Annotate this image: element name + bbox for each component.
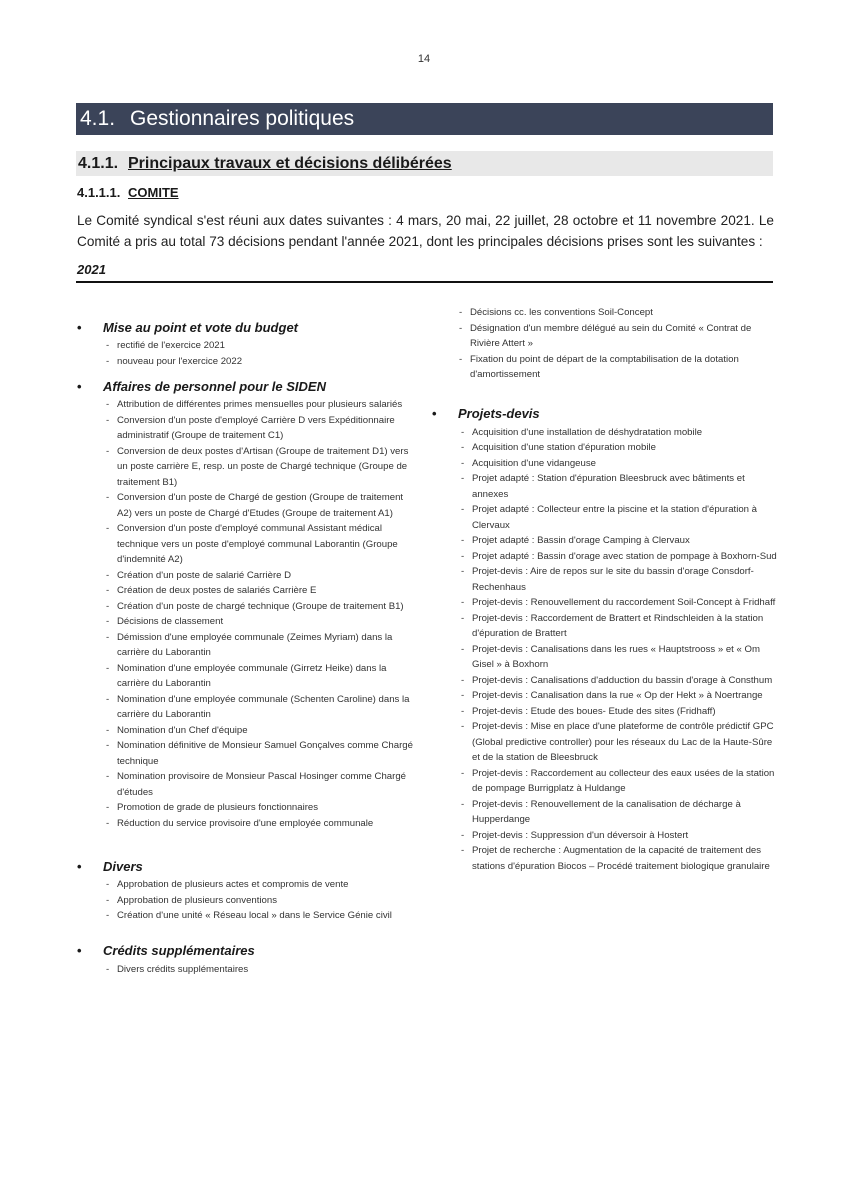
list-item (106, 614, 417, 630)
list-item-text: Conversion de deux postes d'Artisan (Groupe de traitement D1) vers un poste carrière E, resp. un poste de Chargé technique (Groupe de traitement B1) (117, 445, 409, 488)
list-item (106, 599, 417, 615)
list-item (461, 642, 777, 673)
dash-bullet: - (461, 550, 465, 562)
list-item-text: Décisions cc. les conventions Soil-Concept (470, 307, 653, 318)
list-item-text: Approbation de plusieurs conventions (117, 894, 278, 906)
heading-level-2 (76, 151, 773, 176)
list-item-text: Création d'une unité « Réseau local » dans le Service Génie civil (117, 910, 392, 921)
dash-bullet: - (106, 523, 110, 534)
dash-bullet: - (461, 504, 465, 515)
list-item (106, 444, 417, 491)
item-list (77, 962, 417, 978)
dash-bullet: - (106, 355, 110, 367)
dash-bullet: - (461, 612, 465, 624)
list-item-text: Projet de recherche : Augmentation de la capacité de traitement des stations d'épuration Biocos – Procédé traitement biologique granulaire (472, 845, 770, 872)
dash-bullet: - (106, 616, 110, 627)
list-item (461, 797, 777, 828)
list-item-text: Création d'un poste de salarié Carrière D (117, 569, 292, 581)
list-item-text: Projet adapté : Bassin d'orage avec station de pompage à Boxhorn-Sud (472, 550, 777, 562)
list-item (461, 673, 777, 689)
list-item-text: Projet-devis : Canalisation dans la rue « Op der Hekt » à Noertrange (472, 690, 763, 701)
heading-3-title: COMITE (128, 185, 179, 200)
list-item-text: nouveau pour l'exercice 2022 (117, 355, 243, 367)
list-item (461, 843, 777, 874)
list-item-text: Projet adapté : Station d'épuration Bleesbruck avec bâtiments et annexes (472, 473, 745, 500)
list-item (461, 456, 777, 472)
bullet-dot-icon: • (77, 378, 82, 394)
list-item-text: Projet-devis : Renouvellement du raccordement Soil-Concept à Fridhaff (472, 597, 776, 608)
list-item-text: Nomination d'un Chef d'équipe (117, 724, 248, 736)
item-list (77, 397, 417, 831)
list-item (106, 490, 417, 521)
dash-bullet: - (106, 879, 110, 890)
dash-bullet: - (461, 442, 465, 453)
dash-bullet: - (106, 569, 110, 581)
right-column (432, 303, 777, 874)
dash-bullet: - (461, 457, 465, 469)
decision-section (77, 857, 417, 924)
dash-bullet: - (106, 662, 110, 674)
dash-bullet: - (106, 724, 110, 736)
list-item-text: Nomination d'une employée communale (Girretz Heike) dans la carrière du Laborantin (117, 662, 387, 689)
dash-bullet: - (461, 767, 465, 779)
section-title-text: Divers (103, 858, 143, 874)
list-item (459, 321, 777, 352)
list-item (106, 723, 417, 739)
decision-section (77, 377, 417, 831)
dash-bullet: - (461, 705, 465, 717)
list-item (461, 704, 777, 720)
list-item (106, 893, 417, 909)
list-item (461, 549, 777, 565)
dash-bullet: - (106, 817, 110, 829)
heading-1-number: 4.1. (80, 107, 116, 130)
section-title-text: Mise au point et vote du budget (103, 319, 298, 335)
heading-3-number: 4.1.1.1. (77, 185, 121, 200)
list-item-text: Nomination d'une employée communale (Schenten Caroline) dans la carrière du Laborantin (117, 693, 410, 720)
decision-section (77, 942, 417, 978)
dash-bullet: - (106, 740, 110, 751)
list-item (461, 533, 777, 549)
list-item-text: Attribution de différentes primes mensuelles pour plusieurs salariés (117, 399, 403, 410)
heading-2-title: Principaux travaux et décisions délibérées (128, 155, 452, 172)
list-item-text: Projet-devis : Canalisations d'adduction du bassin d'orage à Consthum (472, 674, 773, 686)
list-item (461, 564, 777, 595)
list-item (106, 630, 417, 661)
list-item-text: Projet-devis : Suppression d'un déversoir à Hostert (472, 829, 689, 841)
list-item (461, 502, 777, 533)
list-item-text: Divers crédits supplémentaires (117, 963, 249, 975)
dash-bullet: - (459, 322, 463, 334)
list-item-text: Projet adapté : Collecteur entre la piscine et la station d'épuration à Clervaux (472, 504, 758, 531)
dash-bullet: - (461, 690, 465, 701)
list-item-text: Acquisition d'une installation de déshydratation mobile (472, 426, 703, 438)
heading-level-1 (76, 103, 773, 135)
heading-1-title: Gestionnaires politiques (130, 107, 355, 130)
page-number: 14 (417, 53, 431, 65)
list-item-text: Projet-devis : Raccordement au collecteur des eaux usées de la station de pompage Burrigplatz à Huldange (472, 767, 775, 794)
list-item-text: Démission d'une employée communale (Zeimes Myriam) dans la carrière du Laborantin (117, 631, 393, 658)
list-item-text: Projet-devis : Aire de repos sur le site du bassin d'orage Consdorf-Rechenhaus (472, 566, 754, 593)
list-item-text: Acquisition d'une vidangeuse (472, 457, 596, 469)
dash-bullet: - (106, 771, 110, 782)
dash-bullet: - (106, 399, 110, 410)
list-item (461, 688, 777, 704)
list-item (106, 583, 417, 599)
list-item-text: Création de deux postes de salariés Carrière E (117, 585, 317, 596)
list-item-text: Conversion d'un poste de Chargé de gestion (Groupe de traitement A2) vers un poste de Chargé d'Etudes (Groupe de traitement A1) (117, 492, 404, 519)
year-label: 2021 (77, 262, 106, 277)
dash-bullet: - (461, 473, 465, 484)
bullet-dot-icon: • (77, 319, 82, 335)
list-item-text: Nomination provisoire de Monsieur Pascal Hosinger comme Chargé d'études (117, 771, 407, 798)
dash-bullet: - (461, 721, 465, 732)
list-item-text: Acquisition d'une station d'épuration mobile (472, 442, 656, 453)
dash-bullet: - (106, 340, 110, 351)
list-item (106, 521, 417, 568)
list-item-text: Conversion d'un poste d'employé Carrière D vers Expéditionnaire administratif (Groupe de traitement C1) (117, 414, 395, 441)
list-item (106, 800, 417, 816)
dash-bullet: - (461, 829, 465, 841)
list-item (106, 908, 417, 924)
list-item (459, 305, 777, 321)
item-list (77, 338, 417, 369)
item-list (430, 305, 777, 383)
section-title (77, 857, 417, 875)
list-item-text: Désignation d'un membre délégué au sein du Comité « Contrat de Rivière Attert » (470, 322, 752, 349)
list-item (106, 413, 417, 444)
bullet-dot-icon: • (432, 406, 437, 421)
list-item (106, 338, 417, 354)
list-item (106, 816, 417, 832)
list-item (459, 352, 777, 383)
list-item (461, 766, 777, 797)
list-item-text: Fixation du point de départ de la comptabilisation de la dotation d'amortissement (470, 353, 739, 380)
list-item (461, 828, 777, 844)
list-item-text: Réduction du service provisoire d'une employée communale (117, 817, 374, 829)
dash-bullet: - (106, 631, 110, 643)
dash-bullet: - (459, 353, 463, 365)
bullet-dot-icon: • (77, 858, 82, 874)
dash-bullet: - (461, 674, 465, 686)
continued-items (430, 305, 777, 383)
list-item (106, 354, 417, 370)
section-title-text: Crédits supplémentaires (103, 943, 255, 958)
list-item (461, 471, 777, 502)
section-title (432, 405, 777, 423)
list-item-text: Projet adapté : Bassin d'orage Camping à Clervaux (472, 535, 690, 546)
list-item (106, 692, 417, 723)
list-item (106, 661, 417, 692)
horizontal-rule (76, 281, 773, 283)
list-item-text: Projet-devis : Raccordement de Brattert et Rindschleiden à la station d'épuration de Brattert (472, 612, 764, 639)
section-title (77, 318, 417, 336)
section-title (77, 942, 417, 960)
dash-bullet: - (461, 535, 465, 546)
list-item-text: Nomination définitive de Monsieur Samuel Gonçalves comme Chargé technique (117, 740, 413, 767)
left-column (77, 306, 417, 977)
item-list (432, 425, 777, 875)
dash-bullet: - (106, 894, 110, 906)
heading-level-3 (77, 185, 179, 200)
list-item (461, 595, 777, 611)
section-title-text: Projets-devis (458, 406, 540, 421)
dash-bullet: - (106, 600, 110, 612)
dash-bullet: - (106, 963, 110, 975)
list-item (461, 425, 777, 441)
list-item (461, 440, 777, 456)
dash-bullet: - (106, 693, 110, 705)
list-item (106, 962, 417, 978)
list-item-text: Promotion de grade de plusieurs fonctionnaires (117, 802, 319, 813)
section-title-text: Affaires de personnel pour le SIDEN (103, 378, 326, 394)
list-item-text: Création d'un poste de chargé technique (Groupe de traitement B1) (117, 600, 404, 612)
list-item (106, 738, 417, 769)
list-item-text: Projet-devis : Renouvellement de la canalisation de décharge à Hupperdange (472, 798, 741, 825)
dash-bullet: - (106, 910, 110, 921)
dash-bullet: - (461, 643, 465, 655)
list-item (106, 877, 417, 893)
list-item (461, 719, 777, 766)
item-list (77, 877, 417, 924)
list-item (106, 397, 417, 413)
dash-bullet: - (461, 597, 465, 608)
list-item-text: Projet-devis : Mise en place d'une plateforme de contrôle prédictif GPC (Global predictive controller) pour les réseaux du Lac de la Haute-Sûre et de la station de Bleesbruck (472, 721, 774, 763)
dash-bullet: - (461, 798, 465, 810)
list-item (106, 568, 417, 584)
list-item-text: Conversion d'un poste d'employé communal Assistant médical technique vers un poste d'employé communal Laborantin (Groupe d'indemnité A2) (117, 523, 398, 565)
dash-bullet: - (461, 426, 465, 438)
dash-bullet: - (106, 802, 110, 813)
list-item-text: Projet-devis : Etude des boues- Etude des sites (Fridhaff) (472, 705, 716, 717)
list-item (461, 611, 777, 642)
dash-bullet: - (106, 445, 110, 457)
heading-2-number: 4.1.1. (78, 155, 119, 172)
dash-bullet: - (461, 566, 465, 577)
dash-bullet: - (106, 585, 110, 596)
dash-bullet: - (461, 845, 465, 856)
dash-bullet: - (106, 492, 110, 503)
decision-section (77, 318, 417, 369)
list-item-text: Approbation de plusieurs actes et compromis de vente (117, 879, 349, 890)
dash-bullet: - (106, 414, 110, 426)
list-item (106, 769, 417, 800)
intro-paragraph: Le Comité syndical s'est réuni aux dates suivantes : 4 mars, 20 mai, 22 juillet, 28 octobre et 11 novembre 2021. Le Comité a pris au total 73 décisions pendant l'année 2021, dont les principales décisions prises sont les suivantes : (77, 213, 774, 249)
list-item-text: Projet-devis : Canalisations dans les rues « Hauptstrooss » et « Om Gisel » à Boxhorn (472, 643, 760, 670)
bullet-dot-icon: • (77, 943, 82, 958)
decision-section (432, 405, 777, 875)
dash-bullet: - (459, 307, 463, 318)
list-item-text: rectifié de l'exercice 2021 (117, 340, 225, 351)
list-item-text: Décisions de classement (117, 616, 224, 627)
section-title (77, 377, 417, 395)
